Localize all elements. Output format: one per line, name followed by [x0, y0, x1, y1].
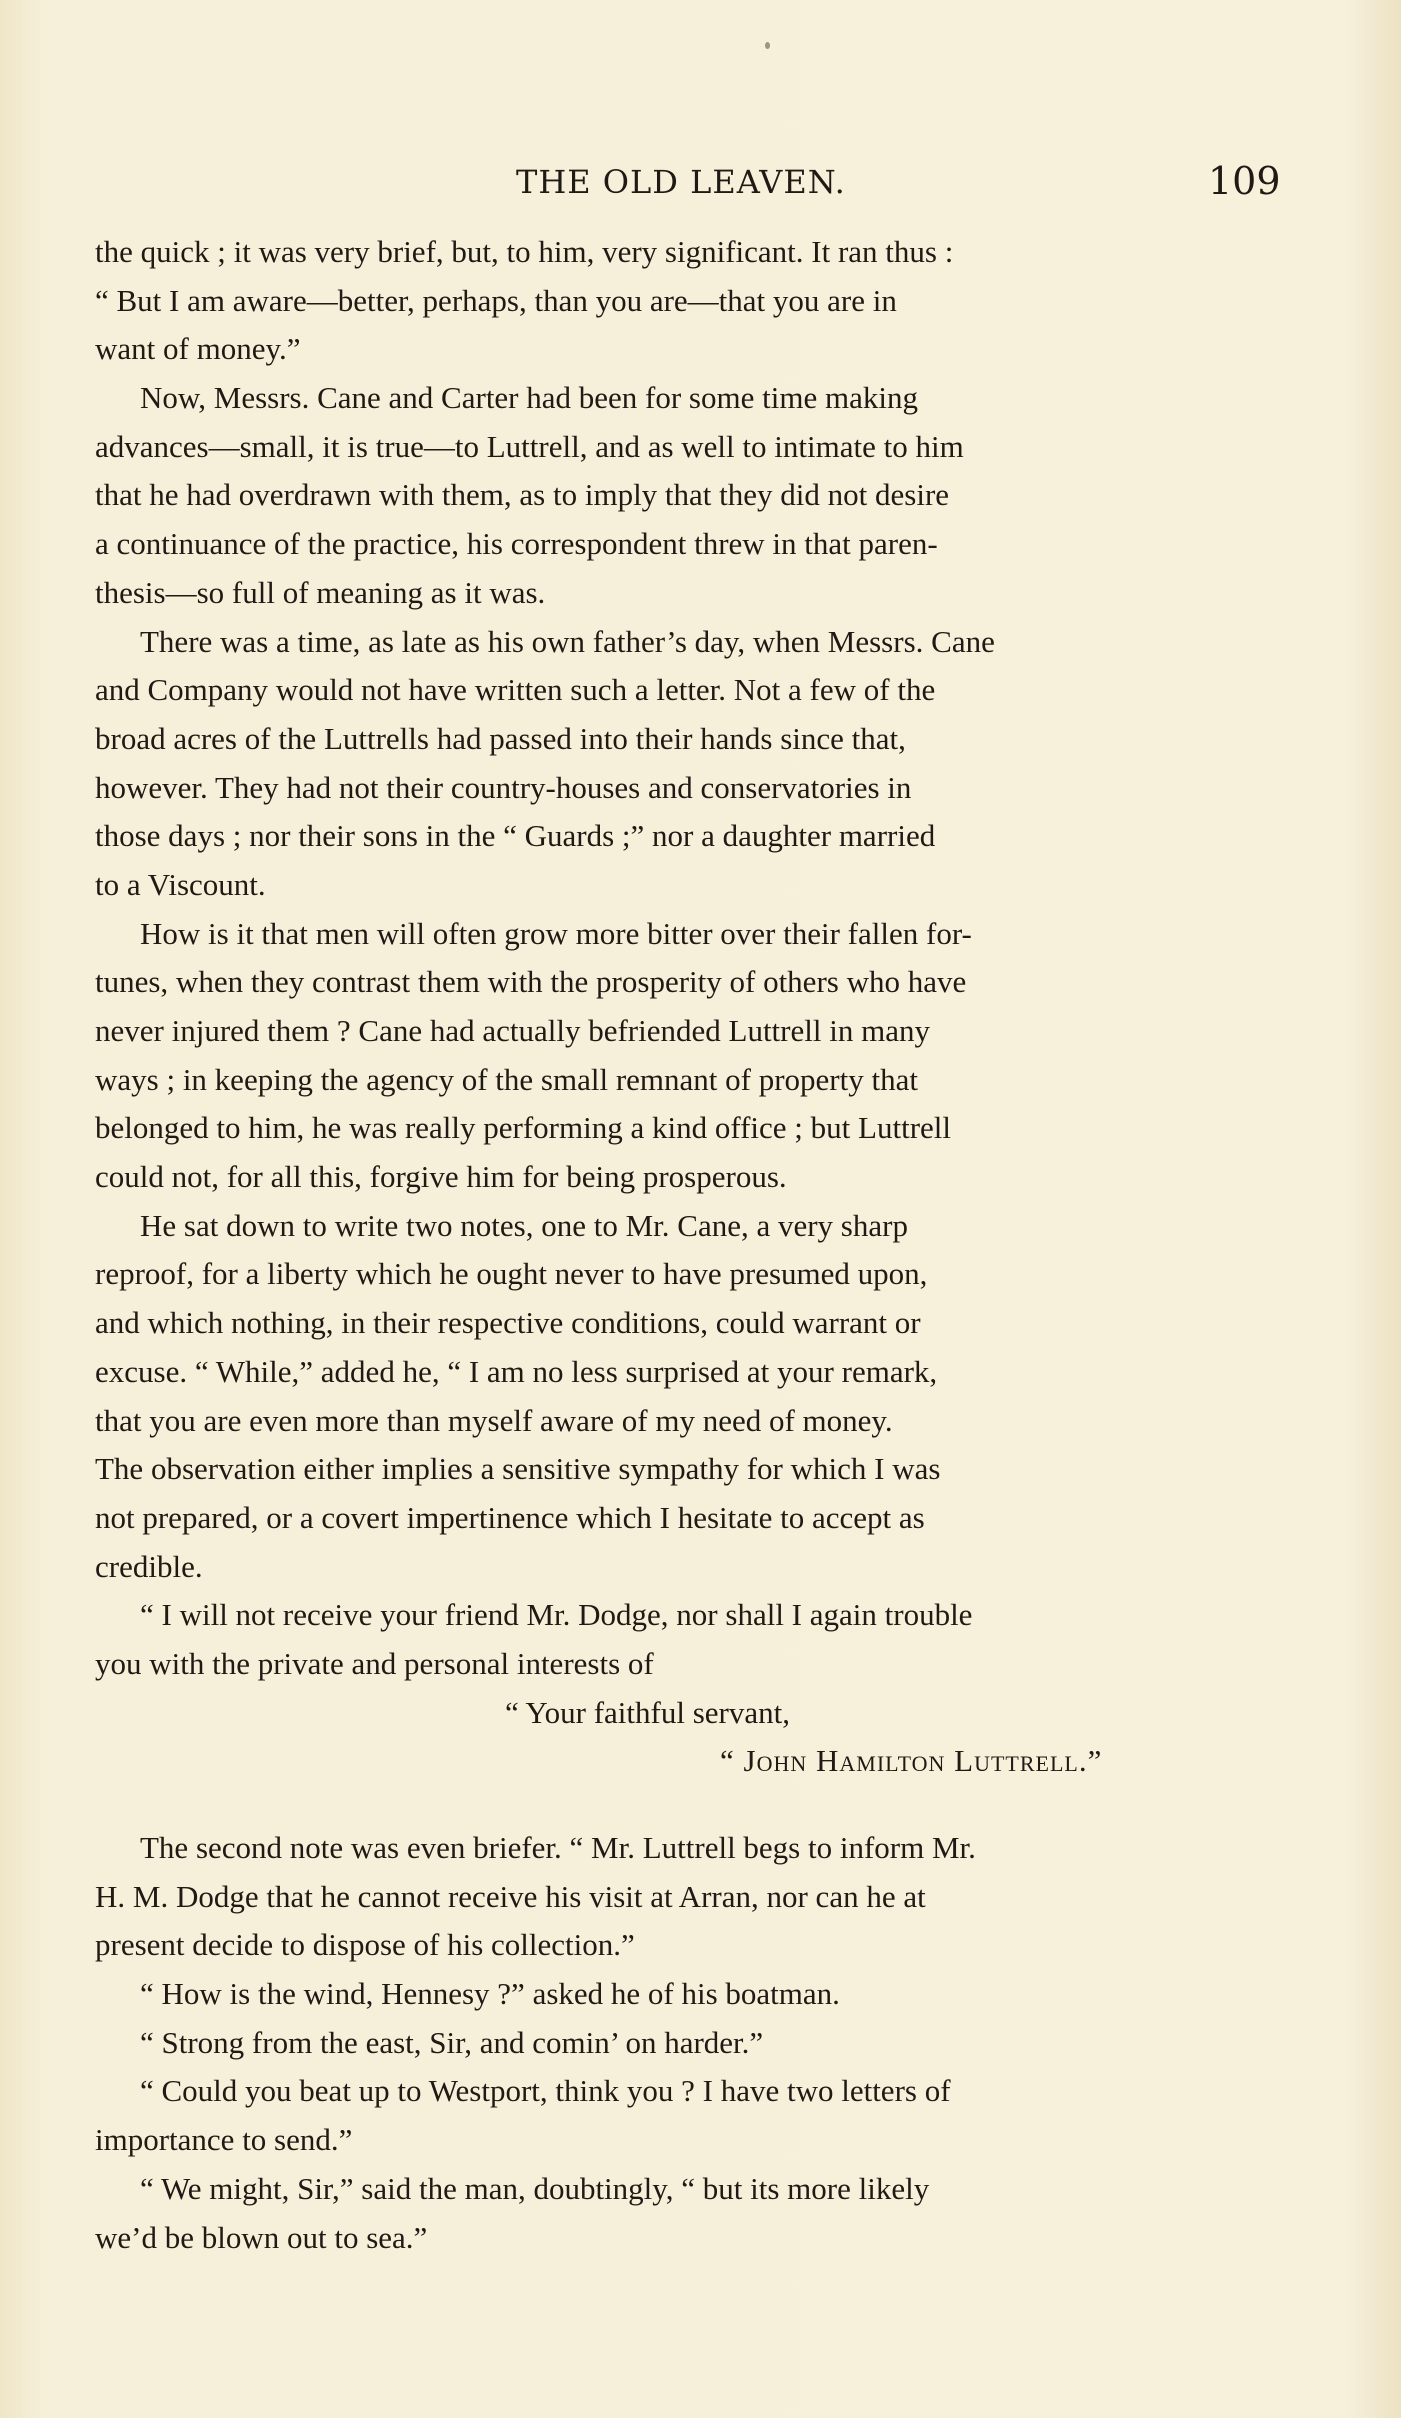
text-line: tunes, when they contrast them with the prosperity of others who have [95, 964, 967, 1000]
text-line: to a Viscount. [95, 866, 266, 902]
text-line: credible. [95, 1548, 203, 1584]
text-line: want of money.” [95, 331, 301, 367]
text-line: excuse. “ While,” added he, “ I am no less surprised at your remark, [95, 1353, 938, 1389]
signature-name: “ John Hamilton Luttrell.” [720, 1743, 1103, 1779]
text-line: the quick ; it was very brief, but, to him, very significant. It ran thus : [95, 234, 954, 269]
dialogue-line: “ Strong from the east, Sir, and comin’ on harder.” [140, 2024, 764, 2060]
paragraph-start-line: Now, Messrs. Cane and Carter had been for some time making [140, 380, 918, 416]
text-line: never injured them ? Cane had actually befriended Luttrell in many [95, 1013, 930, 1048]
dialogue-line: “ We might, Sir,” said the man, doubtingly, “ but its more likely [140, 2170, 930, 2206]
text-line: you with the private and personal interests of [95, 1645, 654, 1681]
page-number: 109 [1208, 159, 1281, 203]
text-line: belonged to him, he was really performing a kind office ; but Luttrell [95, 1110, 951, 1146]
signature-closing: “ Your faithful servant, [505, 1694, 790, 1730]
text-line: not prepared, or a covert impertinence which I hesitate to accept as [95, 1499, 925, 1535]
text-line: that he had overdrawn with them, as to imply that they did not desire [95, 477, 950, 513]
paragraph-start-line: He sat down to write two notes, one to Mr. Cane, a very sharp [140, 1207, 908, 1243]
text-line: and Company would not have written such a letter. Not a few of the [95, 672, 936, 708]
text-line: and which nothing, in their respective conditions, could warrant or [95, 1305, 921, 1341]
text-line: broad acres of the Luttrells had passed into their hands since that, [95, 720, 906, 756]
text-line: however. They had not their country-houses and conservatories in [95, 769, 912, 805]
dialogue-line: “ Could you beat up to Westport, think you ? I have two letters of [140, 2073, 951, 2109]
paragraph-start-line: How is it that men will often grow more bitter over their fallen for- [140, 915, 972, 951]
running-head: THE OLD LEAVEN. [516, 163, 846, 201]
text-line: we’d be blown out to sea.” [95, 2219, 428, 2255]
text-line: “ But I am aware—better, perhaps, than you are—that you are in [95, 282, 897, 318]
ink-speck [765, 42, 770, 49]
body-text [95, 228, 1272, 2262]
paragraph-start-line: The second note was even briefer. “ Mr. Luttrell begs to inform Mr. [140, 1830, 976, 1865]
paragraph-start-line: “ I will not receive your friend Mr. Dodge, nor shall I again trouble [140, 1597, 973, 1633]
text-line: The observation either implies a sensitive sympathy for which I was [95, 1451, 941, 1487]
text-line: could not, for all this, forgive him for being prosperous. [95, 1159, 787, 1195]
text-line: reproof, for a liberty which he ought never to have presumed upon, [95, 1256, 928, 1292]
text-line: importance to send.” [95, 2122, 353, 2158]
text-line: thesis—so full of meaning as it was. [95, 574, 546, 610]
dialogue-line: “ How is the wind, Hennesy ?” asked he of his boatman. [140, 1976, 840, 2012]
text-line: ways ; in keeping the agency of the small remnant of property that [95, 1061, 918, 1097]
text-line: that you are even more than myself aware of my need of money. [95, 1402, 893, 1438]
paragraph-start-line: There was a time, as late as his own father’s day, when Messrs. Cane [140, 623, 995, 659]
text-line: advances—small, it is true—to Luttrell, and as well to intimate to him [95, 428, 964, 464]
paragraph-gap [95, 1786, 1272, 1824]
text-line: those days ; nor their sons in the “ Guards ;” nor a daughter married [95, 818, 936, 854]
text-line: a continuance of the practice, his correspondent threw in that paren- [95, 526, 938, 562]
text-line: H. M. Dodge that he cannot receive his visit at Arran, nor can he at [95, 1878, 926, 1914]
text-line: present decide to dispose of his collection.” [95, 1927, 635, 1963]
